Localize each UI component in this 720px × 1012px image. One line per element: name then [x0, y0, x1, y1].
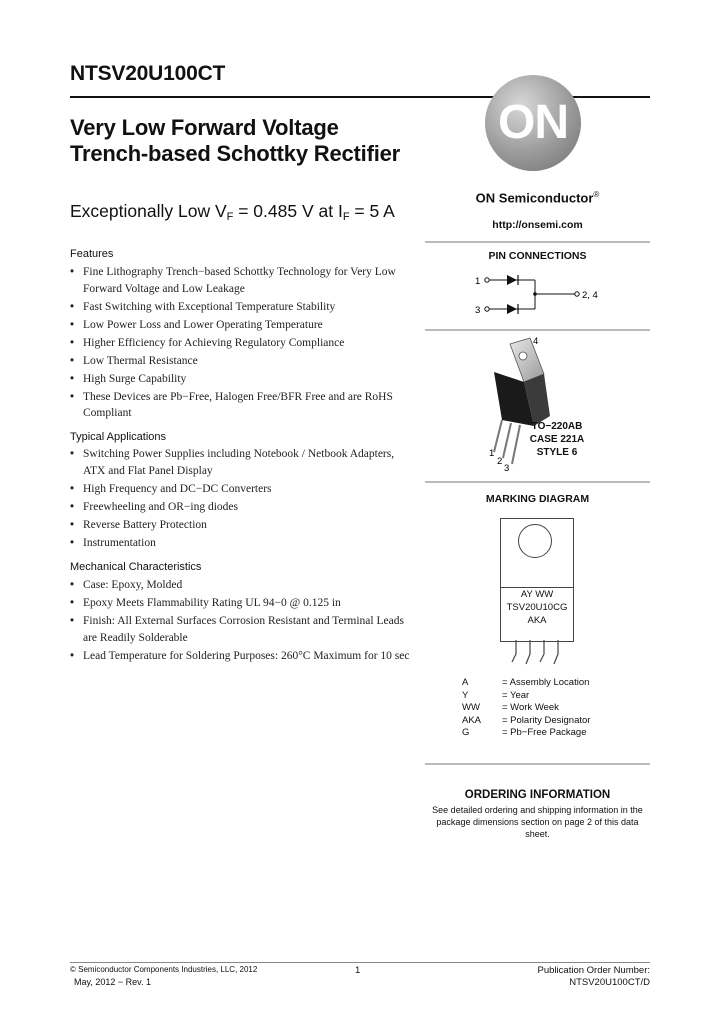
list-item: • High Surge Capability: [70, 371, 415, 388]
brand-name: ON Semiconductor®: [475, 190, 600, 206]
list-item: • Freewheeling and OR−ing diodes: [70, 499, 415, 516]
list-item: • Switching Power Supplies including Notebook / Netbook Adapters, ATX and Flat Panel Display: [70, 446, 415, 479]
logo-text: ON: [498, 96, 568, 149]
list-item: • Lead Temperature for Soldering Purposes: 260°C Maximum for 10 sec: [70, 648, 415, 665]
document-subtitle: Exceptionally Low $V_F = 0.485$ V at $I_F = 5$ A: [70, 201, 395, 223]
marking-diagram-divider: [500, 587, 574, 588]
list-item: • Fine Lithography Trench−based Schottky Technology for Very Low Forward Voltage and Low Leakage: [70, 264, 415, 297]
list-item: • Low Thermal Resistance: [70, 353, 415, 370]
divider: [425, 481, 650, 483]
list-item: • Finish: All External Surfaces Corrosion Resistant and Terminal Leads are Readily Solderable: [70, 613, 415, 646]
footer-publication-label: Publication Order Number:: [537, 965, 650, 976]
package-tab-pin-label: 4: [533, 336, 539, 347]
divider: [425, 763, 650, 765]
pin-connections-heading: PIN CONNECTIONS: [488, 250, 587, 262]
features-list: [70, 264, 415, 423]
package-pin-3-label: 3: [504, 463, 510, 474]
document-title: Very Low Forward Voltage Trench-based Schottky Rectifier: [70, 115, 401, 166]
list-item: • Case: Epoxy, Molded: [70, 577, 415, 594]
marking-diagram-leads: [500, 640, 576, 670]
list-item: • Reverse Battery Protection: [70, 517, 415, 534]
ordering-text: See detailed ordering and shipping information in the package dimensions section on page 2 of this data sheet.: [432, 805, 643, 839]
on-semiconductor-logo: [485, 75, 581, 171]
list-item: • Instrumentation: [70, 535, 415, 552]
legend-row: A = Assembly Location: [462, 677, 590, 688]
marking-line-1: AY WW: [520, 589, 554, 600]
legend-row: AKA = Polarity Designator: [462, 714, 591, 726]
list-item: • High Frequency and DC−DC Converters: [70, 481, 415, 498]
footer-page-number: 1: [355, 965, 361, 976]
applications-list: [70, 446, 415, 553]
features-heading: Features: [70, 248, 114, 260]
marking-line-3: AKA: [527, 615, 547, 626]
legend-row: WW = Work Week: [462, 702, 559, 714]
brand-url-link[interactable]: http://onsemi.com: [492, 219, 583, 231]
mechanical-heading: Mechanical Characteristics: [70, 561, 202, 573]
package-case: CASE 221A: [529, 434, 585, 445]
list-item: • Fast Switching with Exceptional Temperature Stability: [70, 299, 415, 316]
footer-copyright: © Semiconductor Components Industries, LLC, 2012: [70, 965, 258, 974]
pin-2-4-label: 2, 4: [582, 290, 598, 301]
list-item: • Low Power Loss and Lower Operating Temperature: [70, 317, 415, 334]
package-pin-2-label: 2: [497, 456, 503, 467]
ordering-heading: ORDERING INFORMATION: [464, 789, 611, 801]
package-name: TO−220AB: [531, 421, 583, 432]
footer-date: May, 2012 − Rev. 1: [74, 977, 151, 987]
divider: [425, 329, 650, 331]
part-number: NTSV20U100CT: [70, 62, 226, 85]
package-style: STYLE 6: [536, 447, 578, 458]
marking-line-2: TSV20U10CG: [506, 602, 568, 613]
marking-diagram-heading: MARKING DIAGRAM: [485, 493, 590, 505]
mechanical-list: [70, 577, 415, 666]
list-item: • Higher Efficiency for Achieving Regulatory Compliance: [70, 335, 415, 352]
diode-icon: [507, 275, 517, 285]
pin-3-label: 3: [475, 305, 481, 316]
package-info: [522, 420, 592, 459]
legend-row: Y = Year: [462, 689, 530, 701]
footer-publication-number: NTSV20U100CT/D: [569, 977, 650, 988]
diode-icon: [507, 304, 517, 314]
applications-heading: Typical Applications: [70, 431, 166, 443]
pin-connections-schematic: [425, 265, 650, 325]
package-pin-1-label: 1: [489, 448, 495, 459]
marking-legend: [462, 677, 590, 740]
footer-rule: [70, 962, 650, 963]
mounting-hole: [518, 524, 552, 558]
pin-1-label: 1: [475, 276, 481, 287]
list-item: • Epoxy Meets Flammability Rating UL 94−0 @ 0.125 in: [70, 595, 415, 612]
divider: [425, 241, 650, 243]
legend-row: G = Pb−Free Package: [462, 727, 587, 739]
list-item: • These Devices are Pb−Free, Halogen Free/BFR Free and are RoHS Compliant: [70, 389, 415, 422]
